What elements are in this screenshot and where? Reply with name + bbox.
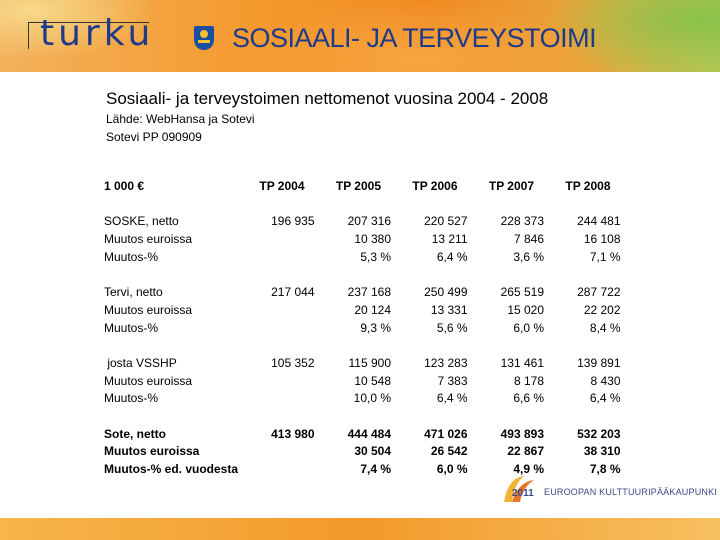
table-row [104, 231, 621, 249]
source-line: Lähde: WebHansa ja Sotevi [106, 112, 255, 126]
header-year: TP 2007 [488, 179, 535, 193]
cell-value: 10 548 [354, 373, 392, 388]
row-label: Muutos-% [104, 249, 159, 264]
coat-of-arms-icon [194, 26, 214, 50]
cell-value: 237 168 [347, 285, 392, 300]
row-label: SOSKE, netto [104, 214, 179, 229]
cell-value [238, 320, 315, 338]
cell-value: 22 202 [583, 302, 621, 317]
cell-value: 217 044 [271, 285, 315, 300]
cell-value: 8,4 % [589, 320, 621, 335]
table-row [104, 373, 621, 391]
cell-value: 196 935 [271, 214, 315, 229]
spacer-row [104, 337, 621, 355]
cell-value: 6,0 % [513, 320, 545, 335]
row-label: Muutos-% [104, 391, 159, 406]
cell-value: 6,4 % [436, 249, 468, 264]
footer-bar [0, 518, 720, 540]
table-row [104, 390, 621, 408]
row-label: josta VSSHP [104, 355, 177, 370]
reference-line: Sotevi PP 090909 [106, 130, 202, 144]
cell-value: 16 108 [583, 232, 621, 247]
cell-value: 250 499 [424, 285, 468, 300]
table-row [104, 302, 621, 320]
net-expenses-table [104, 178, 621, 479]
cell-value: 3,6 % [513, 249, 545, 264]
table-row-total [104, 443, 621, 461]
cell-value: 471 026 [424, 426, 468, 441]
cell-value: 30 504 [354, 444, 392, 459]
cell-value: 220 527 [424, 214, 468, 229]
page-title: Sosiaali- ja terveystoimen nettomenot vuosina 2004 - 2008 [106, 89, 549, 108]
header-year: TP 2008 [565, 179, 611, 193]
cell-value: 244 481 [577, 214, 621, 229]
row-label: Muutos euroissa [104, 373, 193, 388]
cell-value: 7 383 [437, 373, 468, 388]
cell-value [238, 461, 315, 479]
cell-value: 8 178 [513, 373, 545, 388]
cell-value [238, 443, 315, 461]
cell-value: 265 519 [500, 285, 545, 300]
cell-value: 6,0 % [436, 462, 468, 477]
cell-value: 7 846 [513, 232, 545, 247]
table-row [104, 284, 621, 302]
table-row [104, 249, 621, 267]
cell-value: 15 020 [507, 302, 545, 317]
spacer-row [104, 196, 621, 214]
row-label: Muutos euroissa [104, 444, 200, 459]
cell-value [238, 373, 315, 391]
cell-value [238, 231, 315, 249]
header-unit: 1 000 € [104, 179, 145, 193]
cell-value: 10,0 % [353, 391, 392, 406]
cell-value: 9,3 % [360, 320, 392, 335]
row-label: Muutos euroissa [104, 302, 193, 317]
table-row [104, 355, 621, 373]
cell-value: 287 722 [577, 285, 621, 300]
cell-value: 38 310 [583, 444, 621, 459]
spacer-row [104, 267, 621, 285]
cell-value: 6,4 % [589, 391, 621, 406]
turku-logo: turku [40, 13, 155, 54]
cell-value: 7,8 % [589, 462, 621, 477]
header-year: TP 2006 [412, 179, 458, 193]
cell-value: 8 430 [590, 373, 621, 388]
header-year: TP 2005 [335, 179, 382, 193]
cell-value: 413 980 [271, 426, 315, 441]
cell-value: 13 331 [430, 302, 468, 317]
culture-capital-2011-logo [498, 472, 542, 508]
row-label: Muutos-% ed. vuodesta [104, 462, 239, 477]
cell-value [238, 249, 315, 267]
table-row-total [104, 426, 621, 444]
cell-value: 6,4 % [436, 391, 468, 406]
cell-value: 22 867 [507, 444, 545, 459]
cell-value: 493 893 [500, 426, 545, 441]
cell-value: 5,6 % [436, 320, 468, 335]
cell-value: 10 380 [354, 232, 392, 247]
cell-value: 7,1 % [589, 249, 621, 264]
row-label: Sote, netto [104, 426, 166, 441]
cell-value: 532 203 [577, 426, 621, 441]
cell-value: 26 542 [430, 444, 468, 459]
cell-value [238, 390, 315, 408]
culture-capital-label: EUROOPAN KULTTUURIPÄÄKAUPUNKI [544, 487, 717, 497]
row-label: Muutos-% [104, 320, 159, 335]
cell-value: 115 900 [348, 355, 392, 370]
spacer-row [104, 408, 621, 426]
cell-value: 6,6 % [513, 391, 545, 406]
cell-value: 228 373 [500, 214, 545, 229]
cell-value: 20 124 [354, 302, 392, 317]
table-row-total [104, 461, 621, 479]
cell-value: 444 484 [347, 426, 392, 441]
cell-value: 207 316 [347, 214, 392, 229]
row-label: Muutos euroissa [104, 232, 193, 247]
table-row [104, 320, 621, 338]
cell-value: 123 283 [424, 355, 468, 370]
cell-value: 4,9 % [513, 462, 545, 477]
department-title: SOSIAALI- JA TERVEYSTOIMI [232, 23, 597, 53]
cell-value: 105 352 [271, 355, 315, 370]
logo-year: 2011 [512, 488, 534, 499]
table-header-row [104, 178, 621, 196]
cell-value: 13 211 [431, 232, 468, 247]
header-year: TP 2004 [259, 179, 305, 193]
table-row [104, 213, 621, 231]
header-banner [0, 0, 720, 72]
cell-value: 5,3 % [360, 249, 392, 264]
cell-value: 7,4 % [360, 462, 392, 477]
cell-value: 139 891 [577, 355, 621, 370]
row-label: Tervi, netto [104, 285, 163, 300]
cell-value [238, 302, 315, 320]
cell-value: 131 461 [500, 355, 545, 370]
